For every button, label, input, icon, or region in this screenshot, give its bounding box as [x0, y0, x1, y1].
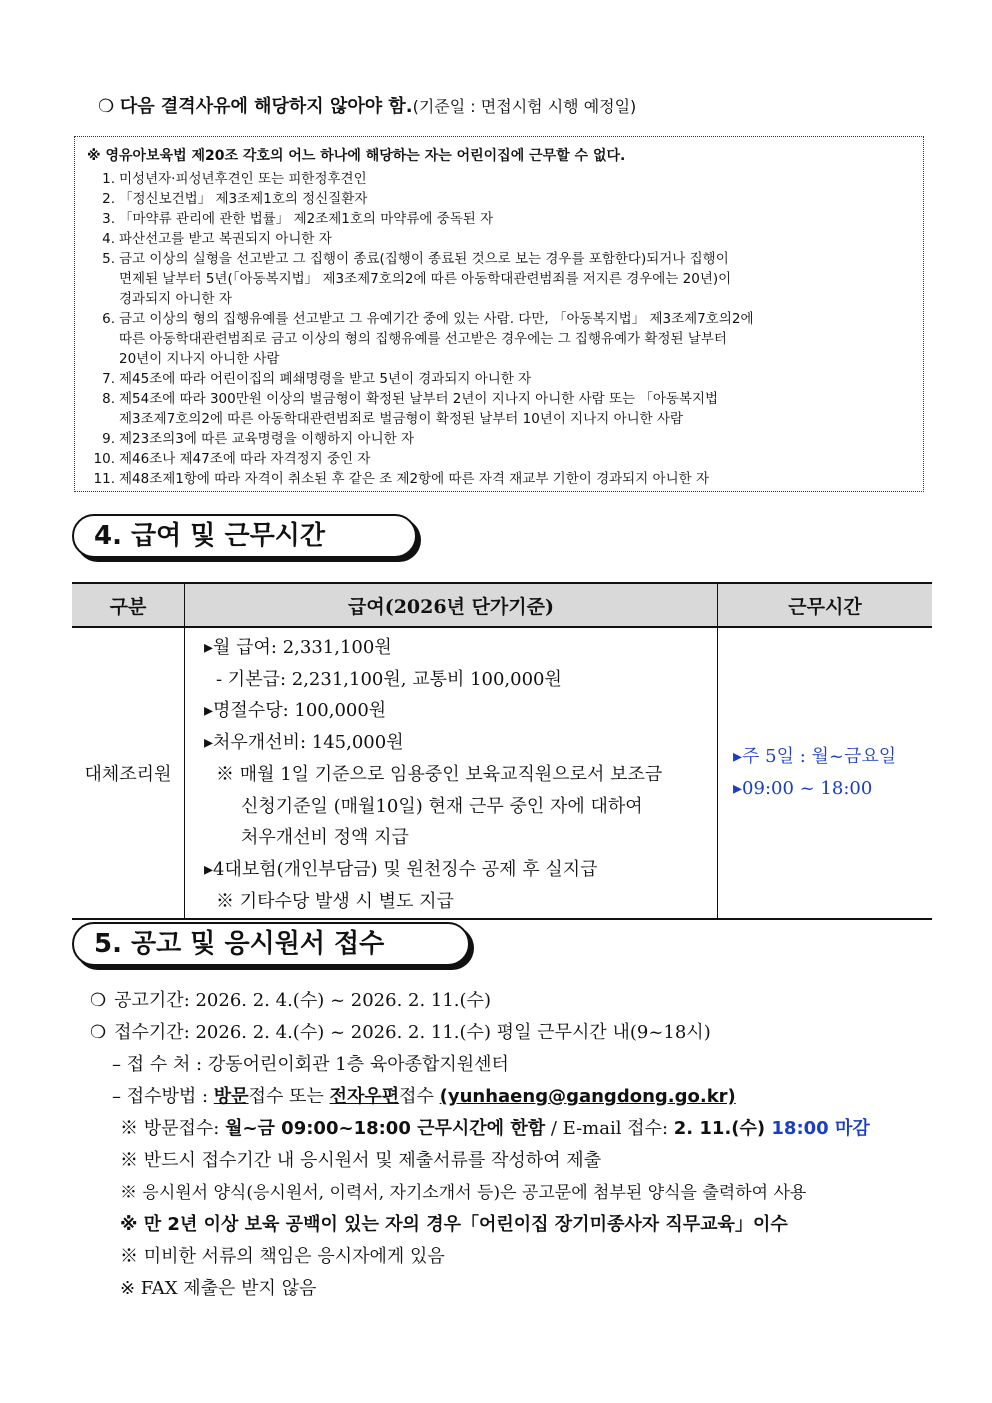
list-item [89, 469, 709, 489]
email-link[interactable]: (yunhaeng@gangdong.go.kr) [439, 1086, 736, 1107]
note1-e: 18:00 마감 [771, 1118, 870, 1139]
intro-sub: (기준일 : 면접시험 시행 예정일) [412, 97, 637, 116]
list-item-number: 6. [102, 311, 115, 327]
note-submit: ※ 반드시 접수기간 내 응시원서 및 제출서류를 작성하여 제출 [120, 1150, 602, 1171]
disq-head: ※ 영유아보육법 제20조 각호의 어느 하나에 해당하는 자는 어린이집에 근무할 수 없다. [87, 148, 626, 164]
pay-line: ※ 매월 1일 기준으로 임용중인 보육교직원으로서 보조금 [216, 763, 663, 785]
list-item-continuation: 면제된 날부터 5년(「아동복지법」 제3조제7호의2에 따른 아동학대관련범죄를 저지른 경우에는 20년)이 [119, 271, 732, 287]
intro-bullet: ❍ [98, 96, 115, 117]
receipt-period [90, 1018, 711, 1044]
list-item-number: 7. [102, 371, 115, 387]
list-item-text: 제23조의3에 따른 교육명령을 이행하지 아니한 자 [119, 431, 415, 447]
method-mid1: 접수 또는 [248, 1086, 330, 1107]
method-prefix: – 접수방법 : [112, 1086, 214, 1107]
pay-line: ▸월 급여: 2,331,100원 [204, 637, 392, 658]
list-item [89, 209, 493, 229]
intro-bold: 다음 결격사유에 해당하지 않아야 함. [119, 96, 413, 117]
note1-a: ※ 방문접수: [120, 1118, 226, 1139]
header-hours: 근무시간 [718, 583, 933, 627]
note-forms: ※ 응시원서 양식(응시원서, 이력서, 자기소개서 등)은 공고문에 첨부된 양식을 출력하여 사용 [120, 1183, 807, 1203]
list-item [89, 249, 729, 269]
note1-b: 월~금 09:00~18:00 근무시간에 한함 [225, 1118, 546, 1139]
method-post: 전자우편 [329, 1086, 400, 1107]
header-pay: 급여(2026년 단가기준) [185, 583, 718, 627]
list-item-continuation: 20년이 지나지 아니한 사람 [119, 351, 280, 367]
list-item-number: 8. [102, 391, 115, 407]
note1-c: / E-mail 접수: [545, 1118, 674, 1139]
list-item-number: 9. [102, 431, 115, 447]
disqualification-box [74, 136, 924, 492]
list-item [89, 449, 370, 469]
pay-line: - 기본급: 2,231,100원, 교통비 100,000원 [216, 668, 562, 690]
method-visit: 방문 [213, 1086, 249, 1107]
list-item [89, 429, 414, 449]
method-mid2: 접수 [399, 1086, 440, 1107]
note-visit [120, 1114, 870, 1140]
pay-line: ▸처우개선비: 145,000원 [204, 732, 404, 754]
list-item-text: 제46조나 제47조에 따라 자격정지 중인 자 [119, 451, 371, 467]
bullet-circle: ❍ [90, 1022, 107, 1043]
list-item [89, 369, 531, 389]
list-item-text: 금고 이상의 형의 집행유예를 선고받고 그 유예기간 중에 있는 사람. 다만, 「아동복지법」 제3조제7호의2에 [119, 311, 754, 327]
note-training: ※ 만 2년 이상 보육 공백이 있는 자의 경우「어린이집 장기미종사자 직무교육」이수 [120, 1214, 788, 1235]
note-responsibility: ※ 미비한 서류의 책임은 응시자에게 있음 [120, 1246, 445, 1267]
list-item-number: 1. [102, 171, 115, 187]
role-label: 대체조리원 [84, 764, 172, 786]
pay-cell [185, 627, 718, 919]
pay-list [186, 632, 716, 917]
list-item-text: 「마약류 관리에 관한 법률」 제2조제1호의 마약류에 중독된 자 [119, 211, 494, 227]
pay-line: ※ 기타수당 발생 시 별도 지급 [216, 890, 454, 912]
list-item-continuation: 따른 아동학대관련범죄로 금고 이상의 형의 집행유예를 선고받은 경우에는 그 집행유예가 확정된 날부터 [119, 331, 727, 347]
list-item-number: 2. [102, 191, 115, 207]
pay-line: 신청기준일 (매월10일) 현재 근무 중인 자에 대하여 [241, 795, 643, 817]
receipt-place: – 접 수 처 : 강동어린이회관 1층 육아종합지원센터 [112, 1054, 509, 1075]
list-item-text: 「정신보건법」 제3조제1호의 정신질환자 [119, 191, 368, 207]
list-item-number: 10. [93, 451, 115, 467]
section-4-title: 4. 급여 및 근무시간 [72, 514, 417, 558]
notice-period [90, 986, 491, 1012]
hours-time: ▸09:00 ~ 18:00 [733, 778, 873, 800]
pay-table [72, 582, 932, 920]
note-fax: ※ FAX 제출은 받지 않음 [120, 1278, 317, 1299]
list-item-text: 제48조제1항에 따라 자격이 취소된 후 같은 조 제2항에 따른 자격 재교부 기한이 경과되지 아니한 자 [119, 471, 709, 487]
list-item-continuation: 경과되지 아니한 자 [119, 291, 232, 307]
list-item [89, 169, 367, 189]
section-5-title: 5. 공고 및 응시원서 접수 [72, 922, 470, 966]
list-item-continuation: 제3조제7호의2에 따른 아동학대관련범죄로 벌금형이 확정된 날부터 10년이 지나지 아니한 사람 [119, 411, 684, 427]
list-item [89, 309, 753, 329]
list-item-number: 3. [102, 211, 115, 227]
receipt-period-text: 접수기간: 2026. 2. 4.(수) ~ 2026. 2. 11.(수) 평일 근무시간 내(9~18시) [114, 1022, 711, 1043]
pay-line: ▸명절수당: 100,000원 [204, 700, 387, 722]
receipt-method [112, 1082, 736, 1108]
header-category: 구분 [72, 583, 185, 627]
list-item-text: 금고 이상의 실형을 선고받고 그 집행이 종료(집행이 종료된 것으로 보는 경우를 포함한다)되거나 집행이 [119, 251, 729, 267]
list-item-number: 4. [102, 231, 115, 247]
hours-days: ▸주 5일 : 월~금요일 [733, 746, 897, 768]
list-item [89, 389, 718, 409]
list-item-text: 파산선고를 받고 복권되지 아니한 자 [119, 231, 332, 247]
bullet-circle: ❍ [90, 990, 107, 1011]
notice-period-text: 공고기간: 2026. 2. 4.(수) ~ 2026. 2. 11.(수) [114, 990, 491, 1011]
list-item-text: 미성년자·피성년후견인 또는 피한정후견인 [119, 171, 367, 187]
list-item [89, 189, 367, 209]
pay-line: 처우개선비 정액 지급 [241, 827, 409, 849]
intro-line [98, 92, 636, 118]
list-item [89, 229, 332, 249]
list-item-number: 5. [102, 251, 115, 267]
pay-line: ▸4대보험(개인부담금) 및 원천징수 공제 후 실지급 [204, 858, 598, 880]
table-row [72, 627, 932, 919]
role-cell [72, 627, 185, 919]
list-item-text: 제45조에 따라 어린이집의 폐쇄명령을 받고 5년이 경과되지 아니한 자 [119, 371, 532, 387]
hours-cell [718, 627, 933, 919]
list-item-text: 제54조에 따라 300만원 이상의 벌금형이 확정된 날부터 2년이 지나지 아니한 사람 또는 「아동복지법 [119, 391, 719, 407]
list-item-number: 11. [93, 471, 115, 487]
pay-table-header [72, 583, 932, 627]
note1-d: 2. 11.(수) [673, 1118, 772, 1139]
